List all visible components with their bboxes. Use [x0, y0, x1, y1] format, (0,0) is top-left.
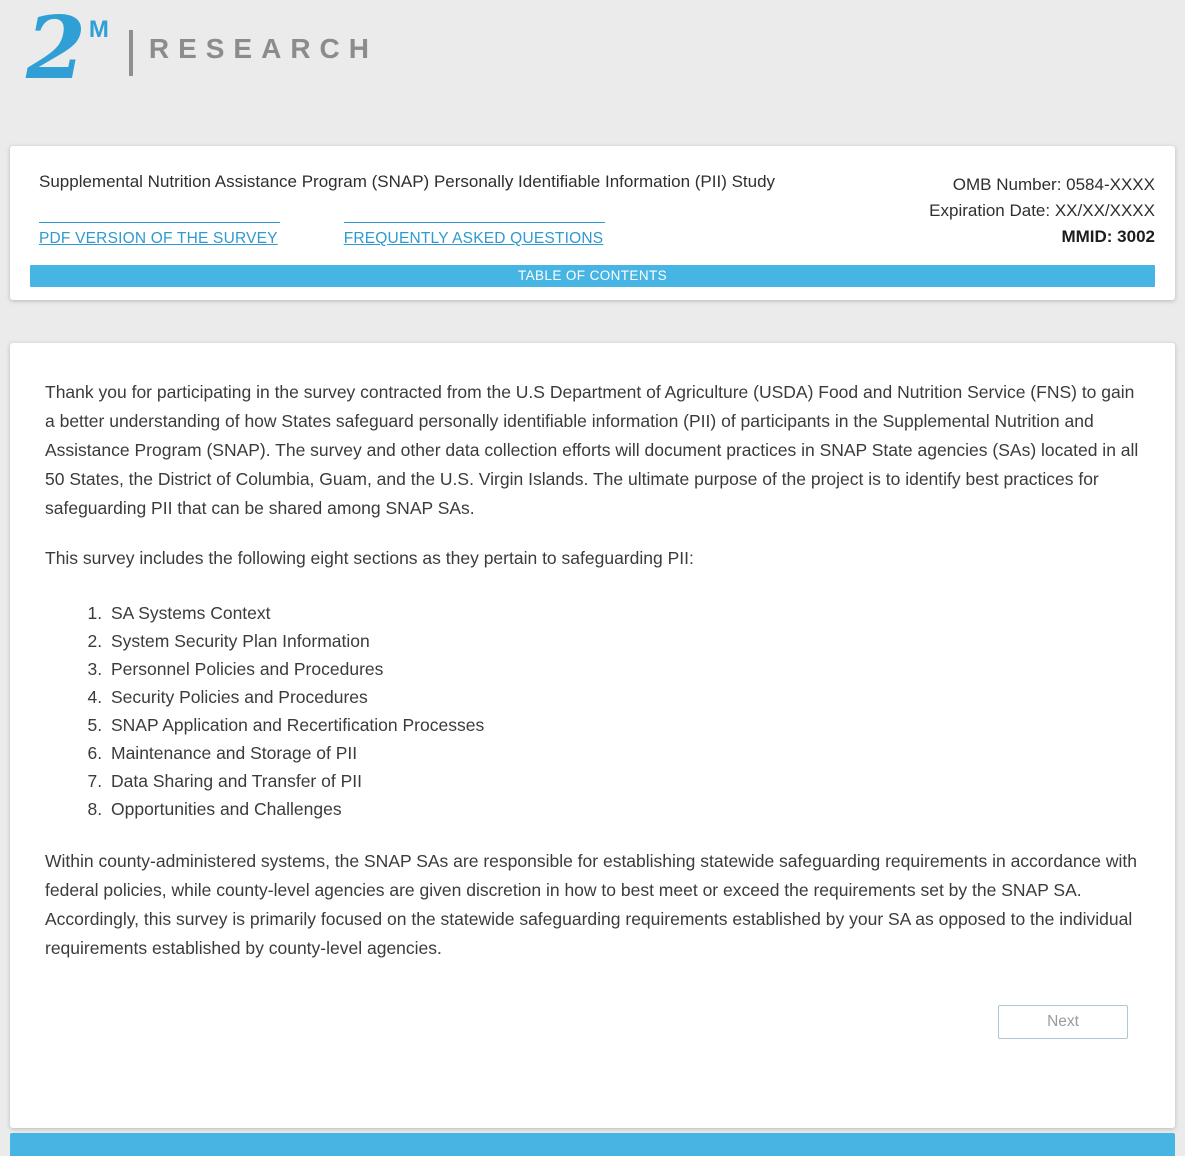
logo-2m-numeral: 2: [26, 0, 86, 99]
header-top-row: [30, 164, 1155, 250]
next-button-row: [45, 1005, 1140, 1039]
expiration-date: Expiration Date: XX/XX/XXXX: [929, 201, 1155, 220]
section-list-item: 8. Opportunities and Challenges: [107, 795, 1140, 823]
survey-sections-list: [45, 599, 1140, 823]
next-button[interactable]: Next: [998, 1005, 1128, 1039]
pdf-version-link[interactable]: PDF VERSION OF THE SURVEY: [39, 222, 280, 249]
section-list-item: 6. Maintenance and Storage of PII: [107, 739, 1140, 767]
footer-accent-bar: [10, 1133, 1175, 1156]
header-links-row: [39, 222, 775, 249]
section-list-item: 3. Personnel Policies and Procedures: [107, 655, 1140, 683]
section-list-item: 4. Security Policies and Procedures: [107, 683, 1140, 711]
logo-research-wordmark: RESEARCH: [148, 33, 378, 64]
survey-meta-block: [929, 164, 1155, 250]
sections-intro-paragraph: This survey includes the following eight sections as they pertain to safeguarding PII:: [45, 548, 694, 568]
header-left-column: [30, 164, 775, 249]
mmid: MMID: 3002: [1061, 227, 1155, 246]
site-header: [0, 0, 1185, 146]
section-list-item: 1. SA Systems Context: [107, 599, 1140, 627]
survey-intro-card: [10, 343, 1175, 1128]
section-list-item: 2. System Security Plan Information: [107, 627, 1140, 655]
county-paragraph: Within county-administered systems, the SNAP SAs are responsible for establishing statewide safeguarding requirements in accordance with federal policies, while county-level agencies are given discretion in how to best meet or exceed the requirements set by the SNAP SA. Accordingly, this survey is primarily focused on the statewide safeguarding requirements established by your SA as opposed to the individual requirements established by county-level agencies.: [45, 851, 1138, 958]
section-list-item: 7. Data Sharing and Transfer of PII: [107, 767, 1140, 795]
logo-divider: [129, 30, 133, 76]
intro-paragraph: Thank you for participating in the survey contracted from the U.S Department of Agriculture (USDA) Food and Nutrition Service (FNS) to gain a better understanding of how States safeguard personally identifiable information (PII) of participants in the Supplemental Nutrition and Assistance Program (SNAP). The survey and other data collection efforts will document practices in SNAP State agencies (SAs) located in all 50 States, the District of Columbia, Guam, and the U.S. Virgin Islands. The ultimate purpose of the project is to identify best practices for safeguarding PII that can be shared among SNAP SAs.: [45, 382, 1139, 518]
survey-title: Supplemental Nutrition Assistance Program (SNAP) Personally Identifiable Information (PII) Study: [39, 172, 776, 191]
table-of-contents-button[interactable]: TABLE OF CONTENTS: [30, 265, 1155, 287]
section-list-item: 5. SNAP Application and Recertification Processes: [107, 711, 1140, 739]
omb-number: OMB Number: 0584-XXXX: [952, 175, 1155, 194]
survey-header-card: [10, 146, 1175, 300]
logo-2m-letter: M: [88, 16, 109, 43]
faq-link[interactable]: FREQUENTLY ASKED QUESTIONS: [344, 222, 606, 249]
